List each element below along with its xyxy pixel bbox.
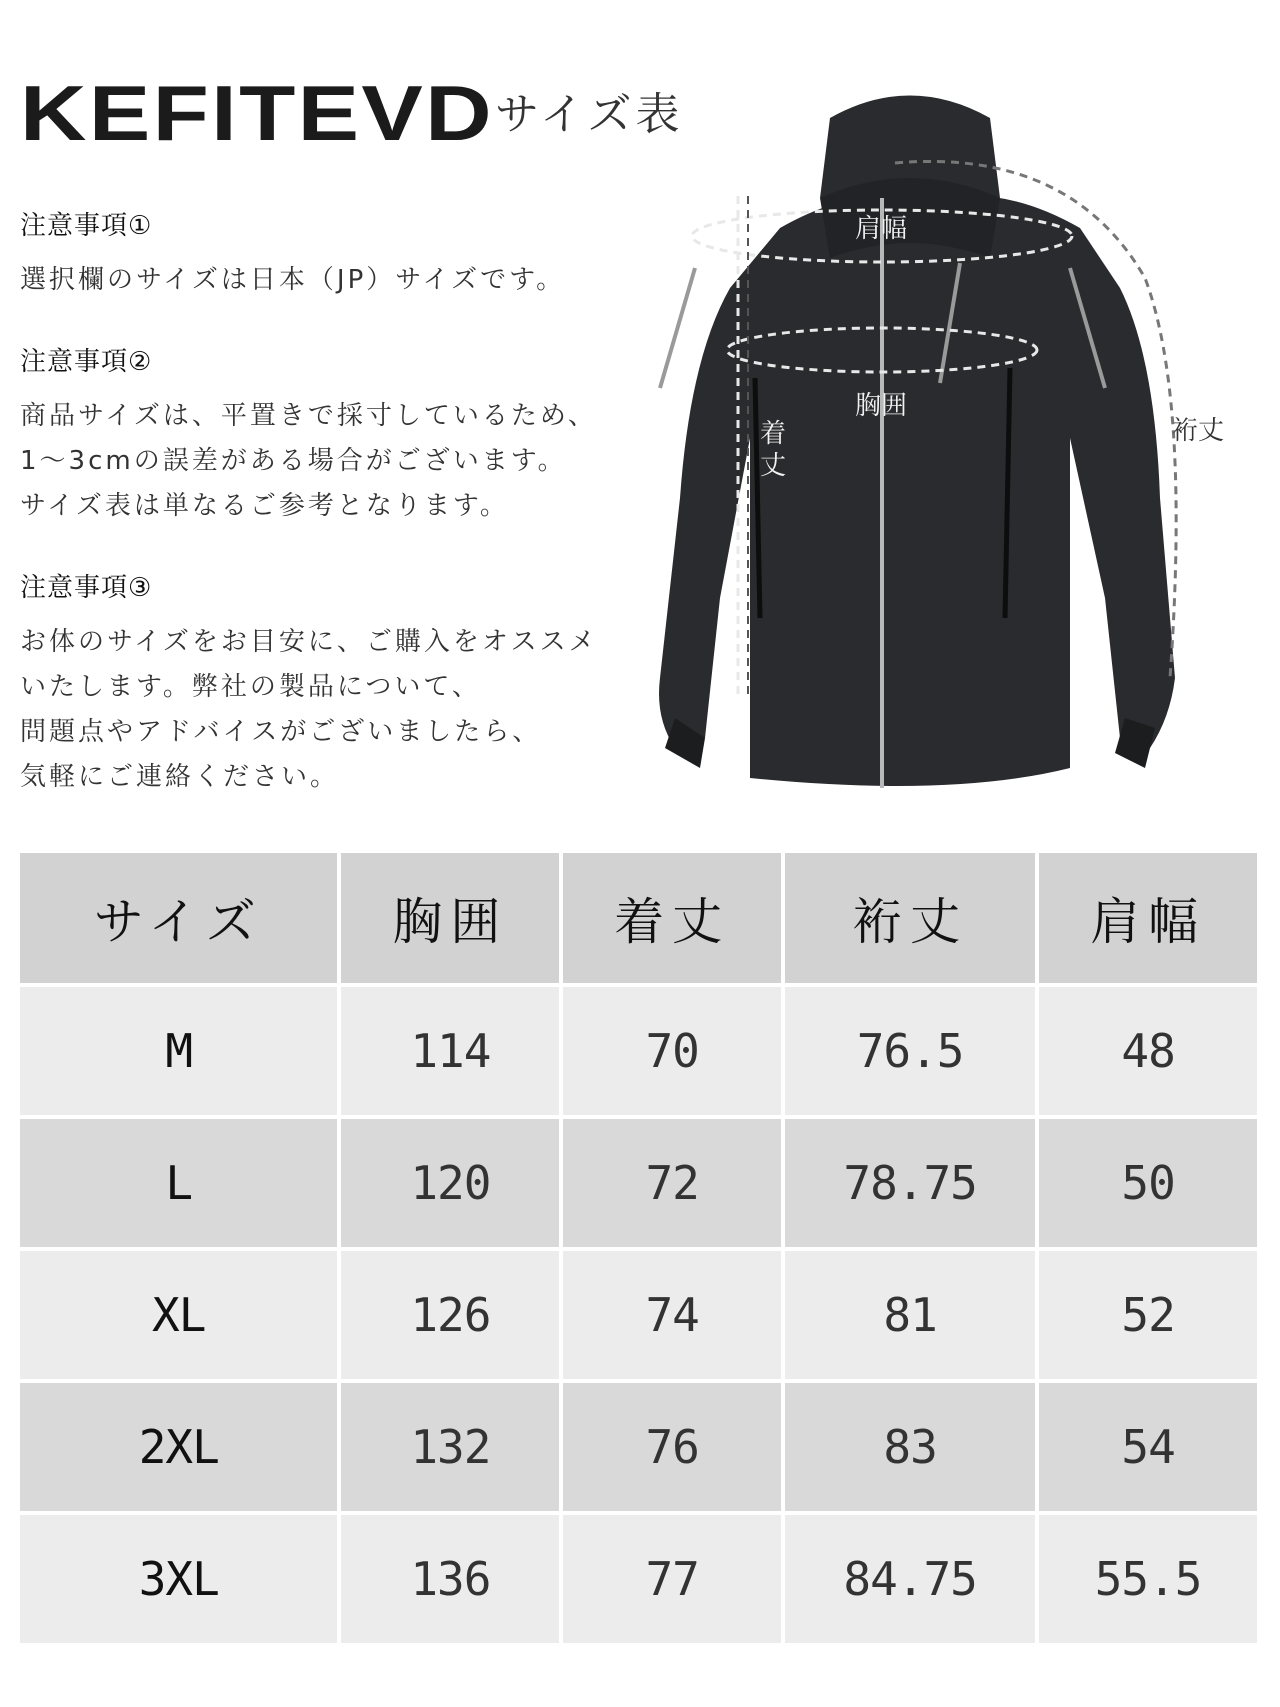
cell-size: XL: [20, 1251, 337, 1379]
table-header-row: [20, 853, 1257, 983]
page-title: サイズ表: [495, 89, 684, 140]
cell-length: 72: [563, 1119, 781, 1247]
chest-label: 胸囲: [855, 391, 908, 421]
shoulder-label: 肩幅: [855, 214, 908, 244]
note-line: 選択欄のサイズは日本（JP）サイズです。: [20, 265, 566, 295]
cell-length: 76: [563, 1383, 781, 1511]
notes-section: [20, 205, 660, 838]
cell-size: 3XL: [20, 1515, 337, 1643]
table-row: [20, 1119, 1257, 1247]
table-row: [20, 1515, 1257, 1643]
note-line: お体のサイズをお目安に、ご購入をオススメ: [20, 627, 598, 657]
note-line: 気軽にご連絡ください。: [20, 762, 340, 792]
cell-chest: 114: [341, 987, 559, 1115]
cell-sleeve: 76.5: [785, 987, 1035, 1115]
cell-size: L: [20, 1119, 337, 1247]
note-line: いたします。弊社の製品について、: [20, 672, 481, 702]
cell-size: 2XL: [20, 1383, 337, 1511]
cell-length: 70: [563, 987, 781, 1115]
note-line: サイズ表は単なるご参考となります。: [20, 491, 509, 521]
size-table: [20, 853, 1265, 1643]
note-line: 商品サイズは、平置きで採寸しているため、: [20, 401, 597, 431]
note-title: 注意事項①: [20, 211, 153, 241]
header-sleeve: 裄丈: [785, 853, 1035, 983]
cell-length: 74: [563, 1251, 781, 1379]
jacket-body: [659, 148, 1175, 786]
header-chest: 胸囲: [341, 853, 559, 983]
sleeve-label: 裄丈: [1172, 416, 1225, 446]
note-title: 注意事項②: [20, 347, 153, 377]
cell-sleeve: 78.75: [785, 1119, 1035, 1247]
length-label: 着丈: [760, 419, 787, 481]
header-shoulder: 肩幅: [1039, 853, 1257, 983]
note-2: [20, 341, 660, 529]
brand-logo: KEFITEVD: [20, 69, 495, 157]
note-title: 注意事項③: [20, 573, 153, 603]
note-1: [20, 205, 660, 303]
table-row: [20, 1251, 1257, 1379]
cell-shoulder: 55.5: [1039, 1515, 1257, 1643]
cell-length: 77: [563, 1515, 781, 1643]
cell-chest: 120: [341, 1119, 559, 1247]
note-3: [20, 567, 660, 800]
cell-chest: 132: [341, 1383, 559, 1511]
header-length: 着丈: [563, 853, 781, 983]
cell-sleeve: 84.75: [785, 1515, 1035, 1643]
header-size: サイズ: [20, 853, 337, 983]
cell-shoulder: 54: [1039, 1383, 1257, 1511]
table-row: [20, 1383, 1257, 1511]
note-line: 問題点やアドバイスがございましたら、: [20, 717, 542, 747]
cell-shoulder: 48: [1039, 987, 1257, 1115]
cell-sleeve: 83: [785, 1383, 1035, 1511]
cell-sleeve: 81: [785, 1251, 1035, 1379]
jacket-diagram: [650, 78, 1280, 798]
table-row: [20, 987, 1257, 1115]
cell-chest: 136: [341, 1515, 559, 1643]
cell-size: M: [20, 987, 337, 1115]
cell-chest: 126: [341, 1251, 559, 1379]
note-line: 1〜3cmの誤差がある場合がございます。: [20, 446, 567, 476]
cell-shoulder: 50: [1039, 1119, 1257, 1247]
cell-shoulder: 52: [1039, 1251, 1257, 1379]
header: [20, 62, 495, 157]
